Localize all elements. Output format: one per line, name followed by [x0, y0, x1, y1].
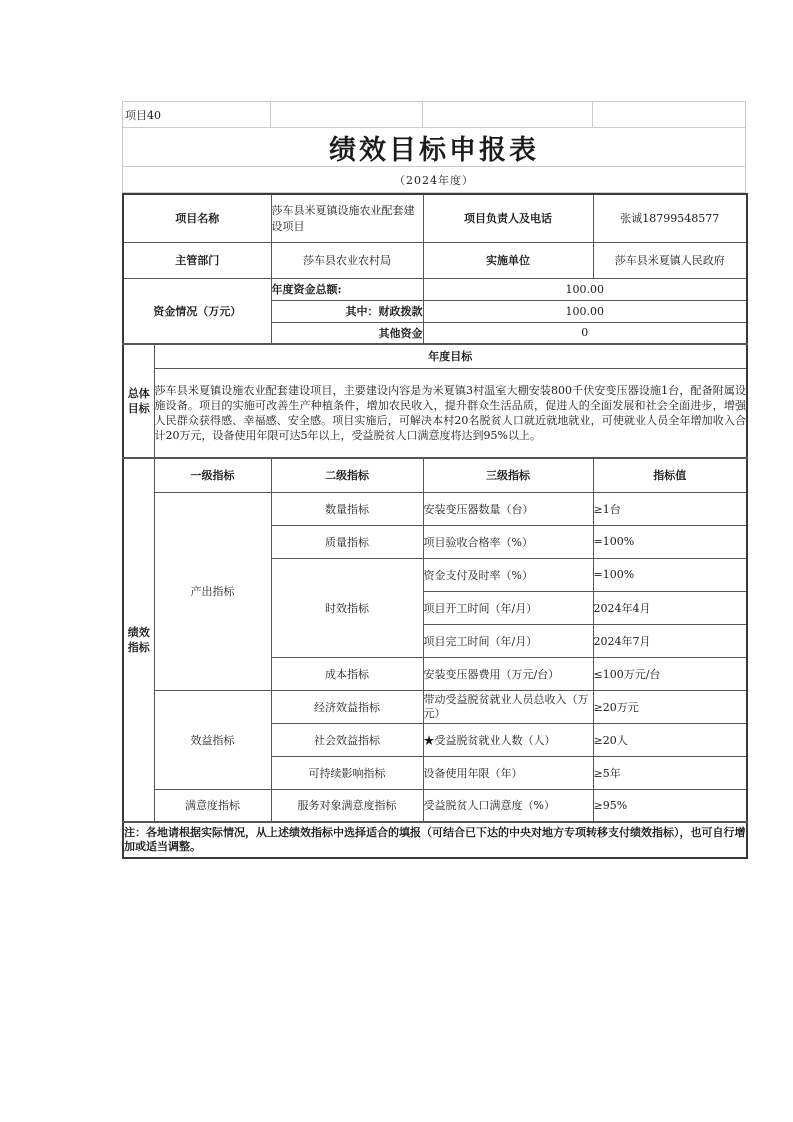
- level2-indicator: 成本指标: [271, 657, 423, 690]
- funding-other-value: 0: [423, 322, 747, 344]
- form-title: 绩效目标申报表: [329, 134, 539, 166]
- meta-empty-cell: [593, 102, 745, 127]
- level2-indicator: 时效指标: [271, 558, 423, 657]
- form-sheet: [122, 101, 746, 859]
- level3-indicator: 安装变压器数量（台）: [423, 492, 593, 525]
- indicator-value: ≥1台: [593, 492, 747, 525]
- dept-value: 莎车县农业农村局: [271, 242, 423, 278]
- impl-value: 莎车县米夏镇人民政府: [593, 242, 747, 278]
- indicator-row: [123, 690, 747, 723]
- funding-total-value: 100.00: [423, 278, 747, 300]
- annual-goal-text: 莎车县米夏镇设施农业配套建设项目，主要建设内容是为米夏镇3村温室大棚安装800千伏安变压器设施1台，配备附属设施设备。项目的实施可改善生产种植条件，增加农民收入，提升群众生活品质，促进人的全面发展和社会全面进步，增强人民群众获得感、幸福感、安全感。项目实施后，可解决本村20名脱贫人口就近就地就业，可使就业人员全年增加收入合计20万元，设备使用年限可达5年以上，受益脱贫人口满意度将达到95%以上。: [154, 368, 747, 458]
- row-goal-header: [123, 344, 747, 368]
- indicators-label: 绩效指标: [123, 458, 154, 822]
- level1-satisfaction: 满意度指标: [154, 789, 271, 822]
- level2-indicator: 质量指标: [271, 525, 423, 558]
- indicator-value: ≥95%: [593, 789, 747, 822]
- col-header-level2: 二级指标: [271, 458, 423, 492]
- row-funding-total: [123, 278, 747, 300]
- level3-indicator: 安装变压器费用（万元/台）: [423, 657, 593, 690]
- level3-indicator: 资金支付及时率（%）: [423, 558, 593, 591]
- funding-label: 资金情况（万元）: [123, 278, 271, 344]
- level3-indicator: 带动受益脱贫就业人员总收入（万元）: [423, 690, 593, 723]
- form-subtitle: （2024年度）: [394, 173, 474, 187]
- level3-indicator: 项目开工时间（年/月）: [423, 591, 593, 624]
- meta-row: [123, 102, 745, 128]
- level2-indicator: 可持续影响指标: [271, 756, 423, 789]
- meta-empty-cell: [271, 102, 423, 127]
- level3-indicator: 项目完工时间（年/月）: [423, 624, 593, 657]
- col-header-level1: 一级指标: [154, 458, 271, 492]
- row-note: [123, 822, 747, 858]
- indicator-value: ≥20万元: [593, 690, 747, 723]
- row-goal-body: [123, 368, 747, 458]
- dept-label: 主管部门: [123, 242, 271, 278]
- overall-goal-label: 总体目标: [123, 344, 154, 458]
- level1-output: 产出指标: [154, 492, 271, 690]
- indicator-value: ≥20人: [593, 723, 747, 756]
- col-header-value: 指标值: [593, 458, 747, 492]
- level2-indicator: 经济效益指标: [271, 690, 423, 723]
- funding-total-label: 年度资金总额:: [271, 278, 423, 300]
- indicator-value: =100%: [593, 558, 747, 591]
- row-department: [123, 242, 747, 278]
- level3-indicator: 项目验收合格率（%）: [423, 525, 593, 558]
- meta-empty-cell: [423, 102, 593, 127]
- project-name-value: 莎车县米夏镇设施农业配套建设项目: [271, 194, 423, 242]
- level2-indicator: 服务对象满意度指标: [271, 789, 423, 822]
- leader-value: 张诚18799548577: [593, 194, 747, 242]
- row-indicator-header: [123, 458, 747, 492]
- funding-fiscal-label: 其中：财政拨款: [271, 300, 423, 322]
- row-project-name: [123, 194, 747, 242]
- level1-benefit: 效益指标: [154, 690, 271, 789]
- indicator-value: ≤100万元/台: [593, 657, 747, 690]
- indicator-row: [123, 492, 747, 525]
- col-header-level3: 三级指标: [423, 458, 593, 492]
- level3-indicator: 受益脱贫人口满意度（%）: [423, 789, 593, 822]
- form-title-row: [123, 128, 745, 167]
- leader-label: 项目负责人及电话: [423, 194, 593, 242]
- level2-indicator: 数量指标: [271, 492, 423, 525]
- form-note: 注：各地请根据实际情况，从上述绩效指标中选择适合的填报（可结合已下达的中央对地方专项转移支付绩效指标），也可自行增加或适当调整。: [123, 822, 747, 858]
- indicator-value: =100%: [593, 525, 747, 558]
- funding-other-label: 其他资金: [271, 322, 423, 344]
- level3-indicator: 设备使用年限（年）: [423, 756, 593, 789]
- indicator-value: ≥5年: [593, 756, 747, 789]
- level2-indicator: 社会效益指标: [271, 723, 423, 756]
- form-table: [122, 193, 748, 859]
- level3-indicator: ★受益脱贫就业人数（人）: [423, 723, 593, 756]
- indicator-row: [123, 789, 747, 822]
- funding-fiscal-value: 100.00: [423, 300, 747, 322]
- impl-label: 实施单位: [423, 242, 593, 278]
- indicator-value: 2024年7月: [593, 624, 747, 657]
- annual-goal-header: 年度目标: [154, 344, 747, 368]
- indicator-value: 2024年4月: [593, 591, 747, 624]
- form-header-block: [122, 101, 746, 193]
- project-name-label: 项目名称: [123, 194, 271, 242]
- project-number-label: 项目40: [123, 102, 271, 127]
